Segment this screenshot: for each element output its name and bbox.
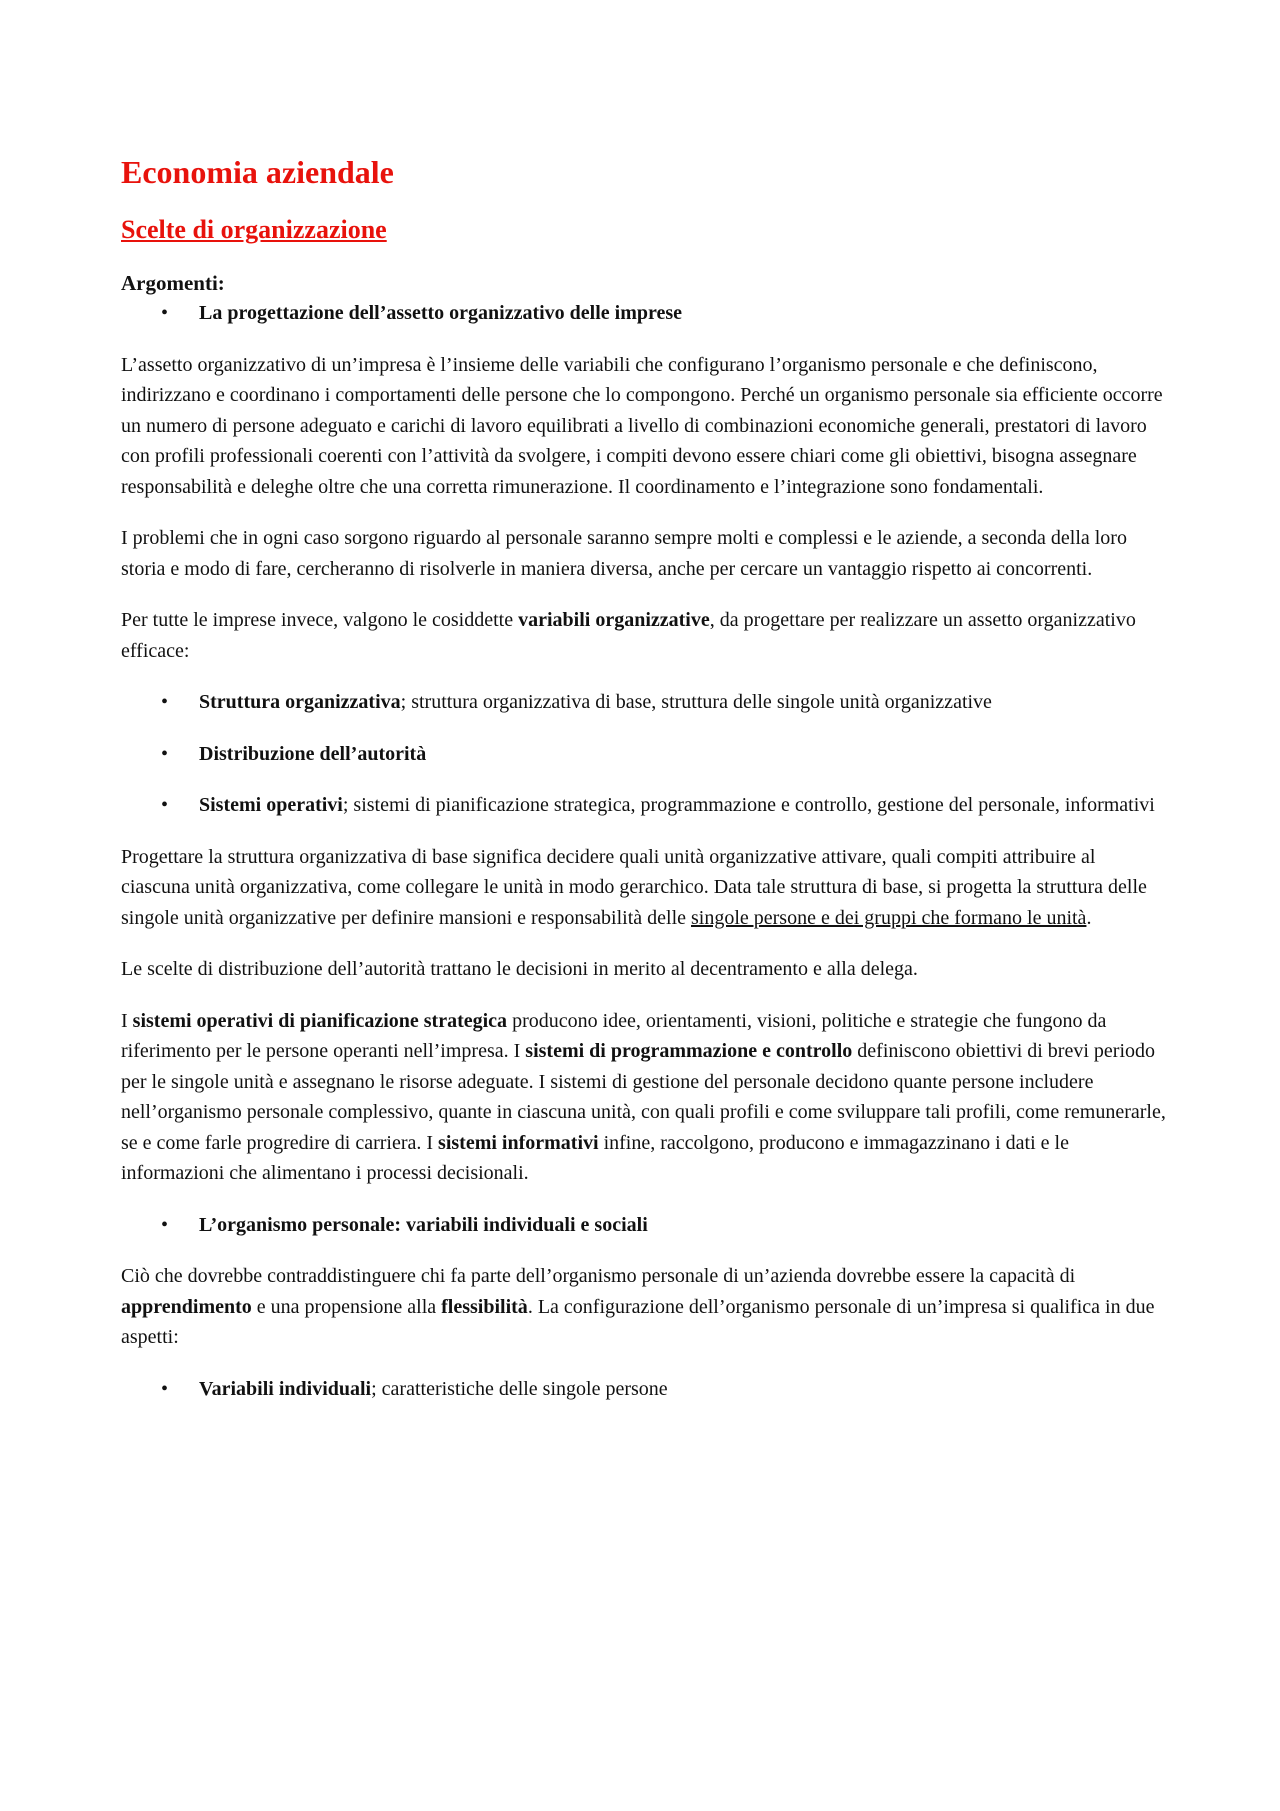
topic-label: La progettazione dell’assetto organizzativo delle imprese xyxy=(199,302,683,324)
paragraph: Le scelte di distribuzione dell’autorità trattano le decisioni in merito al decentramento e alla delega. xyxy=(121,958,918,980)
bullet-icon: • xyxy=(161,1377,169,1400)
paragraph-text: I xyxy=(121,1009,133,1032)
document-subtitle: Scelte di organizzazione xyxy=(121,215,387,244)
paragraph xyxy=(121,1261,1166,1353)
list-item-term: Distribuzione dell’autorità xyxy=(199,742,427,765)
topic-label: L’organismo personale: variabili individuali e sociali xyxy=(199,1213,648,1236)
paragraph xyxy=(121,1006,1166,1189)
topics-label: Argomenti: xyxy=(121,271,225,295)
aspects-list xyxy=(121,1374,1166,1405)
paragraph-text: definiscono obiettivi di brevi periodo per le singole unità e assegnano le risorse adeguate. I sistemi di gestione del personale decidono quante persone includere nell’organismo personale complessivo, quante in ciascuna unità, con quali profili e come sviluppare tali profili, come remunerarle, se e come farle progredire di carriera. I xyxy=(121,1040,1166,1154)
paragraph-text: infine, raccolgono, producono e immagazzinano i dati e le informazioni che alimentano i processi decisionali. xyxy=(121,1131,1069,1184)
topic-item xyxy=(121,298,1166,329)
paragraph: I problemi che in ogni caso sorgono riguardo al personale saranno sempre molti e complessi e le aziende, a seconda della loro storia e modo di fare, cercheranno di risolverle in maniera diversa, anche per cercare un vantaggio rispetto ai concorrenti. xyxy=(121,527,1127,580)
list-item xyxy=(121,790,1166,821)
list-item-text: ; caratteristiche delle singole persone xyxy=(371,1377,668,1400)
paragraph-text: e una propensione alla xyxy=(251,1295,442,1318)
list-item xyxy=(121,687,1166,718)
paragraph xyxy=(121,605,1166,666)
list-item xyxy=(121,1374,1166,1405)
bold-text: apprendimento xyxy=(121,1295,252,1318)
paragraph xyxy=(121,842,1166,934)
paragraph-text: Progettare la struttura organizzativa di base significa decidere quali unità organizzative attivare, quali compiti attribuire al ciascuna unità organizzativa, come collegare le unità in modo gerarchico. Data tale struttura di base, si progetta la struttura delle singole unità organizzative per definire mansioni e responsabilità delle xyxy=(121,845,1147,929)
topic-item xyxy=(121,1210,1166,1241)
bullet-icon: • xyxy=(161,794,169,816)
bold-text: variabili organizzative xyxy=(518,609,710,631)
paragraph-text: Ciò che dovrebbe contraddistinguere chi fa parte dell’organismo personale di un’azienda dovrebbe essere la capacità di xyxy=(121,1265,1076,1287)
list-item-term: Variabili individuali xyxy=(199,1377,372,1400)
topic-list-2 xyxy=(121,1210,1166,1241)
paragraph: L’assetto organizzativo di un’impresa è l’insieme delle variabili che configurano l’organismo personale e che definiscono, indirizzano e coordinano i comportamenti delle persone che lo compongono. Perché un organismo personale sia efficiente occorre un numero di persone adeguato e carichi di lavoro equilibrati a livello di combinazioni economiche generali, prestatori di lavoro con profili professionali coerenti con l’attività da svolgere, i compiti devono essere chiari come gli obiettivi, bisogna assegnare responsabilità e deleghe oltre che una corretta rimunerazione. Il coordinamento e l’integrazione sono fondamentali. xyxy=(121,353,1163,498)
document-title: Economia aziendale xyxy=(121,154,394,190)
bold-text: sistemi operativi di pianificazione strategica xyxy=(132,1009,508,1032)
topic-list-1 xyxy=(121,298,1166,329)
paragraph-text: . La configurazione dell’organismo personale di un’impresa si qualifica in due aspetti: xyxy=(121,1295,1155,1348)
bullet-icon: • xyxy=(161,1213,169,1236)
variables-list xyxy=(121,687,1166,821)
bold-text: flessibilità xyxy=(441,1295,528,1318)
list-item-text: ; struttura organizzativa di base, struttura delle singole unità organizzative xyxy=(400,691,992,713)
list-item-text: ; sistemi di pianificazione strategica, programmazione e controllo, gestione del personale, informativi xyxy=(342,794,1155,816)
bold-text: sistemi informativi xyxy=(438,1131,599,1154)
underlined-text: singole persone e dei gruppi che formano le unità xyxy=(691,906,1087,929)
bullet-icon: • xyxy=(161,742,169,765)
list-item-term: Sistemi operativi xyxy=(199,794,343,816)
paragraph-text: . xyxy=(1086,906,1092,929)
bold-text: sistemi di programmazione e controllo xyxy=(525,1040,853,1062)
document-content xyxy=(121,148,1166,1404)
paragraph-text: Per tutte le imprese invece, valgono le cosiddette xyxy=(121,609,519,631)
list-item-term: Struttura organizzativa xyxy=(199,691,401,713)
bullet-icon: • xyxy=(161,691,169,713)
paragraph-text: producono idee, orientamenti, visioni, politiche e strategie che fungono da riferimento per le persone operanti nell’impresa. I xyxy=(121,1009,1107,1062)
bullet-icon: • xyxy=(161,302,169,324)
list-item xyxy=(121,739,1166,770)
paragraph-text: , da progettare per realizzare un assetto organizzativo efficace: xyxy=(121,609,1136,662)
